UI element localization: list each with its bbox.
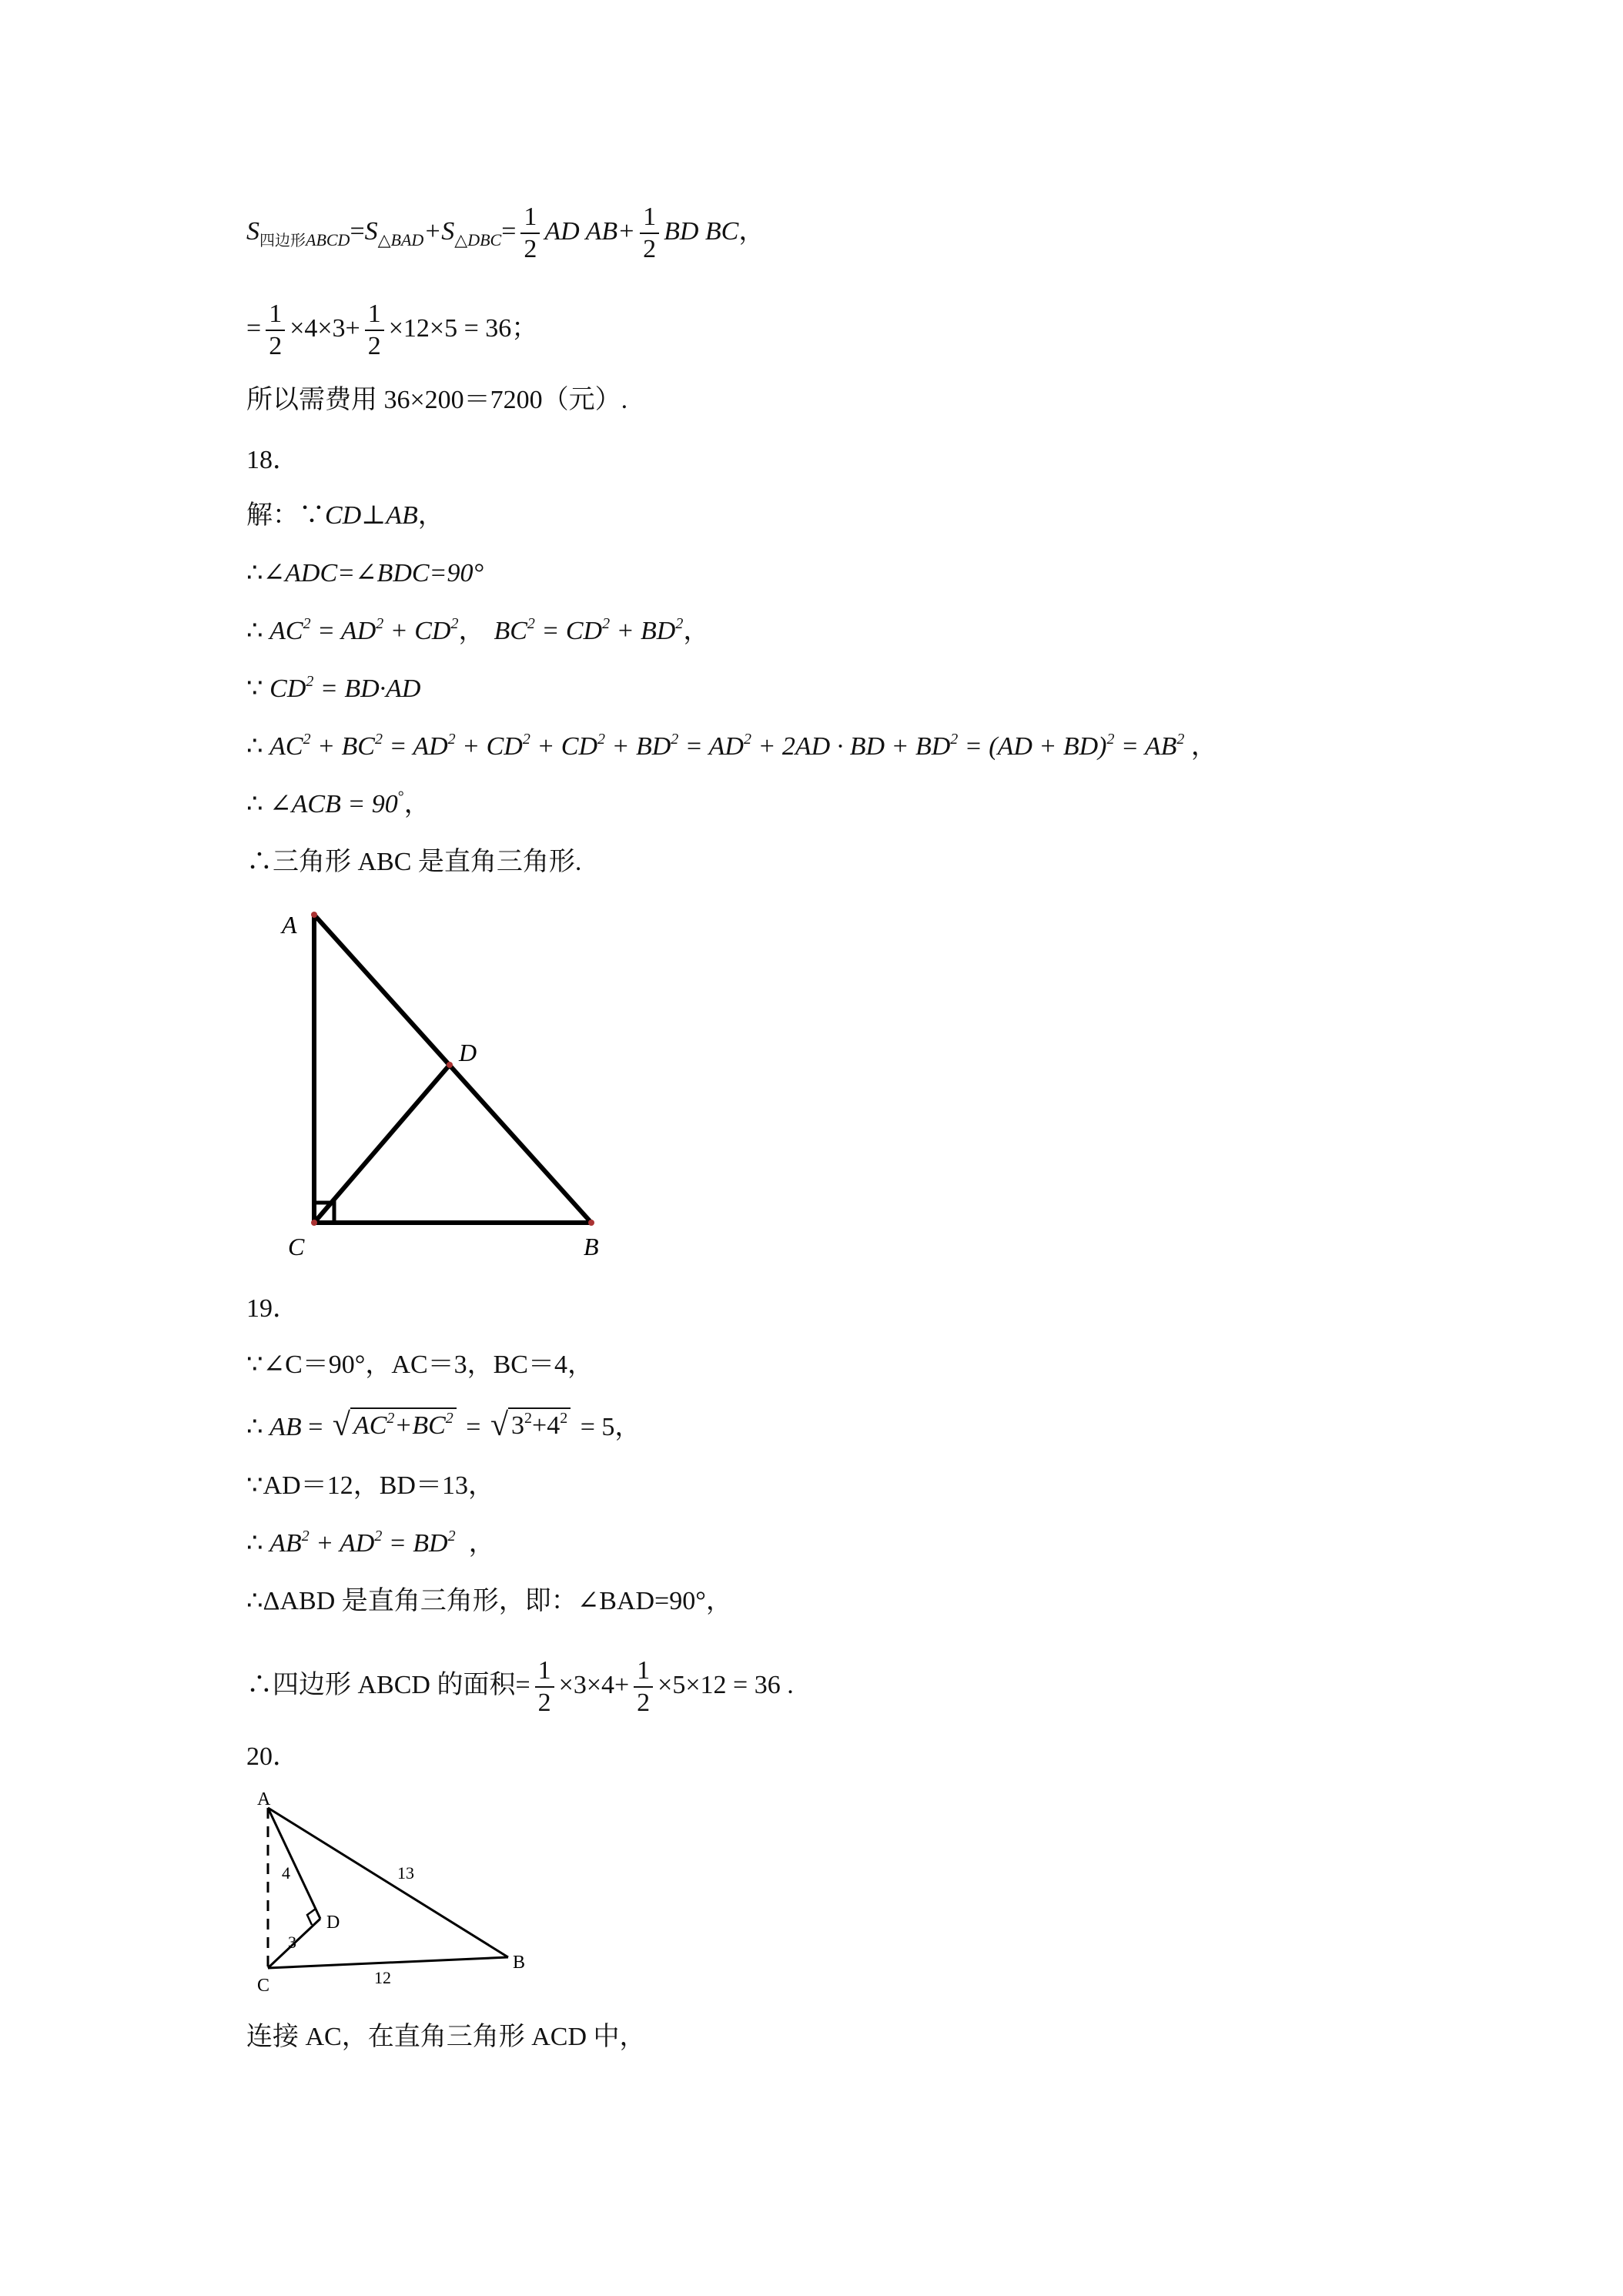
area-formula-line: $S_{四边形ABCD}=S_{\triangle BAD}+S_{\triangle DBC}=$ $\frac{1}{2}$ AD AB+ $\frac{1}{2}$ BD BC，: [246, 202, 765, 263]
question-20-number: 20．: [246, 1742, 299, 1771]
point-A: [311, 912, 317, 918]
square-root: √ $3^2+4^2$: [490, 1407, 571, 1441]
length-AD: 4: [282, 1863, 290, 1883]
point-B: [588, 1220, 594, 1226]
q18-conclusion-line: ∴三角形 ABC 是直角三角形.: [246, 848, 582, 876]
point-D: [447, 1062, 453, 1068]
q18-right-angles-line: ∴∠ADC=∠BDC=90°: [246, 559, 484, 587]
label-A: A: [282, 911, 297, 939]
label-B: B: [584, 1233, 599, 1260]
fraction-half: $\frac{1}{2}$: [640, 202, 659, 265]
question-19-number: 19．: [246, 1294, 299, 1323]
length-AB: 13: [397, 1863, 414, 1883]
q18-given-line: 解：∵CD⊥AB，: [246, 501, 444, 530]
segment-CB: [268, 1957, 508, 1968]
right-angle-mark: [307, 1909, 316, 1925]
fraction-half: $\frac{1}{2}$: [535, 1655, 554, 1719]
area-calc-line: = $\frac{1}{2}$ ×4×3+ $\frac{1}{2}$ ×12×5 = 36；: [246, 300, 538, 360]
q19-area-line: ∴四边形 ABCD 的面积= $\frac{1}{2}$ ×3×4+ $\frac{1}{2}$ ×5×12 = 36 .: [246, 1656, 794, 1717]
label-D: D: [459, 1039, 477, 1066]
label-C: C: [257, 1976, 270, 1994]
q20-connect-line: 连接 AC，在直角三角形 ACD 中，: [246, 2023, 646, 2051]
q19-given-line: ∵∠C＝90°，AC＝3，BC＝4，: [246, 1350, 594, 1379]
q19-given-lengths-line: ∵AD＝12，BD＝13，: [246, 1471, 494, 1500]
cost-line: 所以需费用 36×200＝7200（元）.: [246, 386, 628, 414]
q18-pythagoras-line: ∴ $AC^2 = AD^2 + CD^2$， $BC^2 = CD^2 + BD^2$，: [246, 615, 710, 645]
label-D: D: [326, 1913, 340, 1933]
label-B: B: [513, 1953, 526, 1973]
square-root: √ $AC^2+BC^2$: [333, 1407, 457, 1441]
q18-given-product-line: ∵ $CD^2 = BD\cdot AD$: [246, 673, 421, 703]
q19-pythagoras-line: ∴ $AB^2 + AD^2 = BD^2$ ，: [246, 1528, 495, 1558]
fraction-half: $\frac{1}{2}$: [520, 202, 540, 265]
length-CD: 3: [288, 1933, 296, 1952]
point-C: [311, 1220, 317, 1226]
label-C: C: [288, 1233, 305, 1260]
label-A: A: [257, 1789, 271, 1809]
length-CB: 12: [374, 1968, 391, 1987]
q19-right-triangle-line: ∴ΔABD 是直角三角形，即：∠BAD=90°，: [246, 1587, 732, 1615]
q18-sum-line: ∴ $AC^2 + BC^2 = AD^2 + CD^2 + CD^2 + BD^2 = AD^2 + 2AD$ · BD + $BD^2 = (AD + BD)^2 = AB^2$ ，: [246, 731, 1217, 761]
q18-angle-line: ∴ ∠ACB = 90°，: [246, 788, 430, 818]
fraction-half: $\frac{1}{2}$: [266, 299, 285, 362]
fraction-half: $\frac{1}{2}$: [634, 1655, 653, 1719]
fraction-half: $\frac{1}{2}$: [365, 299, 384, 362]
question-18-number: 18．: [246, 446, 299, 474]
figure-18-triangle-diagram: [277, 901, 631, 1270]
segment-CD: [314, 1065, 450, 1223]
q19-ab-line: ∴ AB = √ $AC^2+BC^2$ = √ $3^2+4^2$ = 5，: [246, 1407, 641, 1443]
figure-20-quadrilateral-diagram: [246, 1786, 554, 1994]
